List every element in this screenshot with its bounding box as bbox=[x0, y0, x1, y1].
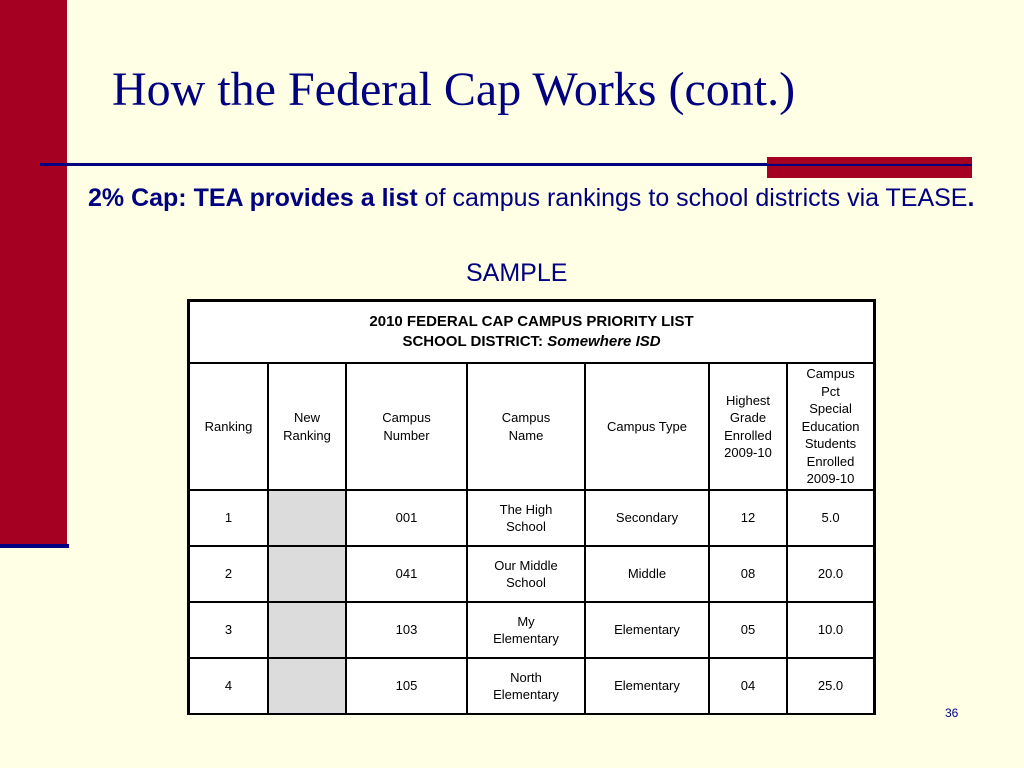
cell-ranking: 1 bbox=[189, 490, 268, 546]
header-new-ranking bbox=[268, 363, 346, 490]
header-campus-number bbox=[346, 363, 467, 490]
cell-highest-grade: 05 bbox=[709, 602, 787, 658]
header-pct-special-ed-line: Campus bbox=[806, 366, 855, 382]
cell-ranking: 3 bbox=[189, 602, 268, 658]
header-campus-name-line: Name bbox=[508, 427, 544, 443]
cell-campus-name-line: Elementary bbox=[493, 631, 559, 646]
cell-pct-special-ed: 20.0 bbox=[787, 546, 874, 602]
cell-campus-name bbox=[467, 546, 585, 602]
column-header-row bbox=[189, 363, 874, 490]
table-body bbox=[189, 490, 874, 714]
header-campus-number-line: Campus bbox=[382, 410, 431, 425]
cell-highest-grade: 12 bbox=[709, 490, 787, 546]
left-accent-bar bbox=[0, 0, 67, 545]
header-pct-special-ed-line: Pct bbox=[821, 383, 840, 399]
bullet-regular-text: of campus rankings to school districts via TEASE bbox=[417, 184, 968, 212]
cell-pct-special-ed: 10.0 bbox=[787, 602, 874, 658]
header-campus-name-line: Campus bbox=[501, 410, 551, 425]
cell-campus-name bbox=[467, 490, 585, 546]
table-title-cell bbox=[189, 301, 874, 363]
sample-label: SAMPLE bbox=[466, 259, 568, 287]
cell-campus-name-line: Our Middle bbox=[494, 557, 558, 573]
left-accent-underline bbox=[0, 544, 69, 548]
cell-highest-grade: 04 bbox=[709, 658, 787, 714]
header-new-ranking-line: Ranking bbox=[283, 427, 331, 443]
cell-campus-type: Elementary bbox=[585, 602, 709, 658]
table-title: 2010 FEDERAL CAP CAMPUS PRIORITY LIST bbox=[369, 313, 694, 330]
cell-campus-name-line: North bbox=[510, 669, 542, 685]
table-row bbox=[189, 490, 874, 546]
header-highest-grade-line: Grade bbox=[729, 410, 767, 425]
priority-list-table-frame bbox=[187, 299, 876, 715]
cell-new-ranking[interactable] bbox=[268, 658, 346, 714]
cell-campus-number: 105 bbox=[346, 658, 467, 714]
cell-new-ranking[interactable] bbox=[268, 546, 346, 602]
bullet-period: . bbox=[967, 184, 975, 212]
header-pct-special-ed-line: Education bbox=[801, 418, 860, 434]
table-row bbox=[189, 602, 874, 658]
header-pct-special-ed-line: Special bbox=[809, 401, 852, 417]
table-row bbox=[189, 658, 874, 714]
cell-pct-special-ed: 25.0 bbox=[787, 658, 874, 714]
cell-campus-name-line: The High bbox=[499, 501, 553, 517]
header-highest-grade-line: Enrolled bbox=[724, 427, 772, 443]
table-district-line bbox=[192, 332, 871, 352]
cell-ranking: 4 bbox=[189, 658, 268, 714]
cell-campus-type: Middle bbox=[585, 546, 709, 602]
header-highest-grade bbox=[709, 363, 787, 490]
cell-campus-type: Elementary bbox=[585, 658, 709, 714]
cell-campus-type: Secondary bbox=[585, 490, 709, 546]
table-row bbox=[189, 546, 874, 602]
slide-number: 36 bbox=[945, 706, 959, 720]
table-title-row bbox=[189, 301, 874, 363]
cell-campus-number: 103 bbox=[346, 602, 467, 658]
header-highest-grade-line: 2009-10 bbox=[724, 445, 772, 460]
header-campus-name bbox=[467, 363, 585, 490]
header-pct-special-ed-line: 2009-10 bbox=[806, 471, 855, 487]
cell-ranking: 2 bbox=[189, 546, 268, 602]
title-accent-stripe bbox=[767, 164, 972, 166]
header-ranking bbox=[189, 363, 268, 490]
cell-pct-special-ed: 5.0 bbox=[787, 490, 874, 546]
cell-campus-name bbox=[467, 602, 585, 658]
header-campus-number-line: Number bbox=[383, 427, 430, 443]
header-campus-type-line: Campus Type bbox=[607, 418, 687, 434]
cell-campus-number: 041 bbox=[346, 546, 467, 602]
header-campus-type bbox=[585, 363, 709, 490]
header-pct-special-ed-line: Students bbox=[804, 436, 857, 452]
title-accent-block bbox=[767, 157, 972, 178]
cell-campus-name-line: Elementary bbox=[493, 687, 559, 702]
header-pct-special-ed-line: Enrolled bbox=[806, 453, 855, 469]
cell-highest-grade: 08 bbox=[709, 546, 787, 602]
bullet-bold-text: 2% Cap: TEA provides a list bbox=[88, 184, 418, 212]
slide-title: How the Federal Cap Works (cont.) bbox=[112, 63, 796, 116]
header-highest-grade-line: Highest bbox=[725, 392, 771, 408]
cell-campus-number: 001 bbox=[346, 490, 467, 546]
header-new-ranking-line: New bbox=[293, 410, 320, 425]
cell-campus-name-line: My bbox=[517, 613, 535, 629]
cell-campus-name-line: School bbox=[506, 519, 546, 534]
cell-campus-name bbox=[467, 658, 585, 714]
district-name: Somewhere ISD bbox=[547, 333, 661, 350]
header-ranking-line: Ranking bbox=[204, 418, 253, 434]
cell-new-ranking[interactable] bbox=[268, 490, 346, 546]
bullet-text bbox=[88, 180, 1008, 216]
district-label: SCHOOL DISTRICT: bbox=[402, 333, 548, 350]
header-pct-special-ed bbox=[787, 363, 874, 490]
priority-list-table bbox=[189, 301, 874, 714]
cell-campus-name-line: School bbox=[506, 575, 546, 590]
cell-new-ranking[interactable] bbox=[268, 602, 346, 658]
